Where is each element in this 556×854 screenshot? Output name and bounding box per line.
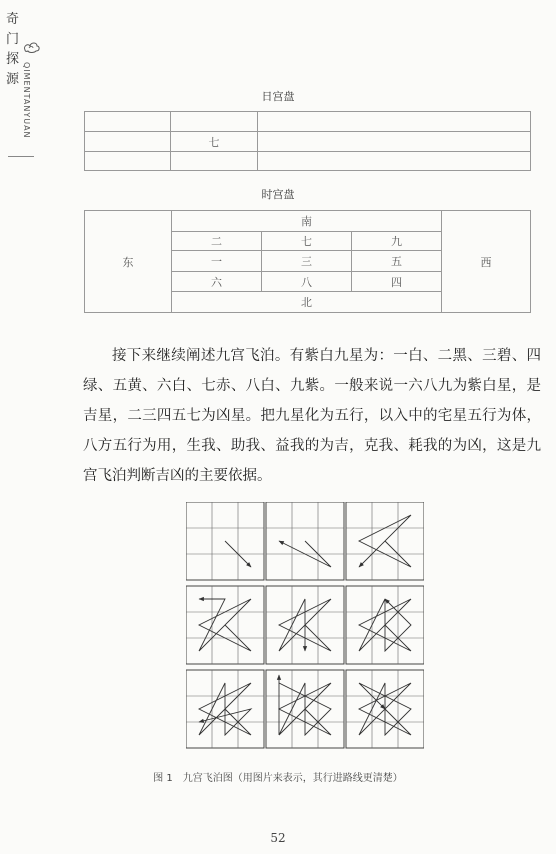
body-text <box>83 341 541 491</box>
day-chart-center: 七 <box>171 132 258 152</box>
hour-chart-cell: 三 <box>262 251 352 272</box>
body-paragraph: 接下来继续阐述九宫飞泊。有紫白九星为：一白、二黑、三碧、四绿、五黄、六白、七赤、八白、九紫。一般来说一六八九为紫白星，是吉星，二三四五七为凶星。把九星化为五行，以入中的宅星五行为体，八方五行为用，生我、助我、益我的为吉，克我、耗我的为凶，这是九宫飞泊判断吉凶的主要依据。 <box>83 348 541 484</box>
book-title-char: 探 <box>6 52 20 67</box>
hour-chart-cell: 七 <box>262 232 352 251</box>
day-chart-title: 日宫盘 <box>261 90 295 103</box>
flight-grid-1 <box>186 502 264 580</box>
hour-chart-north: 北 <box>172 292 442 313</box>
flight-grid-6 <box>346 586 424 664</box>
hour-chart-west: 西 <box>442 211 531 313</box>
flight-grid-5 <box>266 586 344 664</box>
book-title-char: 源 <box>6 72 20 87</box>
hour-chart-south: 南 <box>172 211 442 232</box>
hour-chart-cell: 六 <box>172 272 262 292</box>
flight-grid-7 <box>186 670 264 748</box>
hour-chart-cell: 二 <box>172 232 262 251</box>
hour-chart-cell: 五 <box>352 251 442 272</box>
nine-palace-flight-figure <box>186 502 424 756</box>
hour-chart-table <box>84 210 531 313</box>
book-title-char: 奇 <box>6 12 20 27</box>
side-divider <box>8 156 34 157</box>
page-number: 52 <box>270 831 286 845</box>
hour-chart-east: 东 <box>85 211 172 313</box>
hour-chart-title: 时宫盘 <box>261 188 295 201</box>
flight-grid-3 <box>346 502 424 580</box>
auspicious-cloud-icon <box>23 40 41 54</box>
day-chart-table <box>84 111 531 171</box>
hour-chart-cell: 八 <box>262 272 352 292</box>
flight-grid-9 <box>346 670 424 748</box>
figure-caption: 图 1 九宫飞泊图（用图片来表示，其行进路线更清楚） <box>153 773 403 784</box>
hour-chart-cell: 九 <box>352 232 442 251</box>
book-title-char: 门 <box>6 32 20 47</box>
hour-chart-cell: 四 <box>352 272 442 292</box>
book-title-pinyin: QIMENTANYUAN <box>22 62 31 139</box>
flight-grid-2 <box>266 502 344 580</box>
flight-grid-8 <box>266 670 344 748</box>
hour-chart-cell: 一 <box>172 251 262 272</box>
flight-grid-4 <box>186 586 264 664</box>
